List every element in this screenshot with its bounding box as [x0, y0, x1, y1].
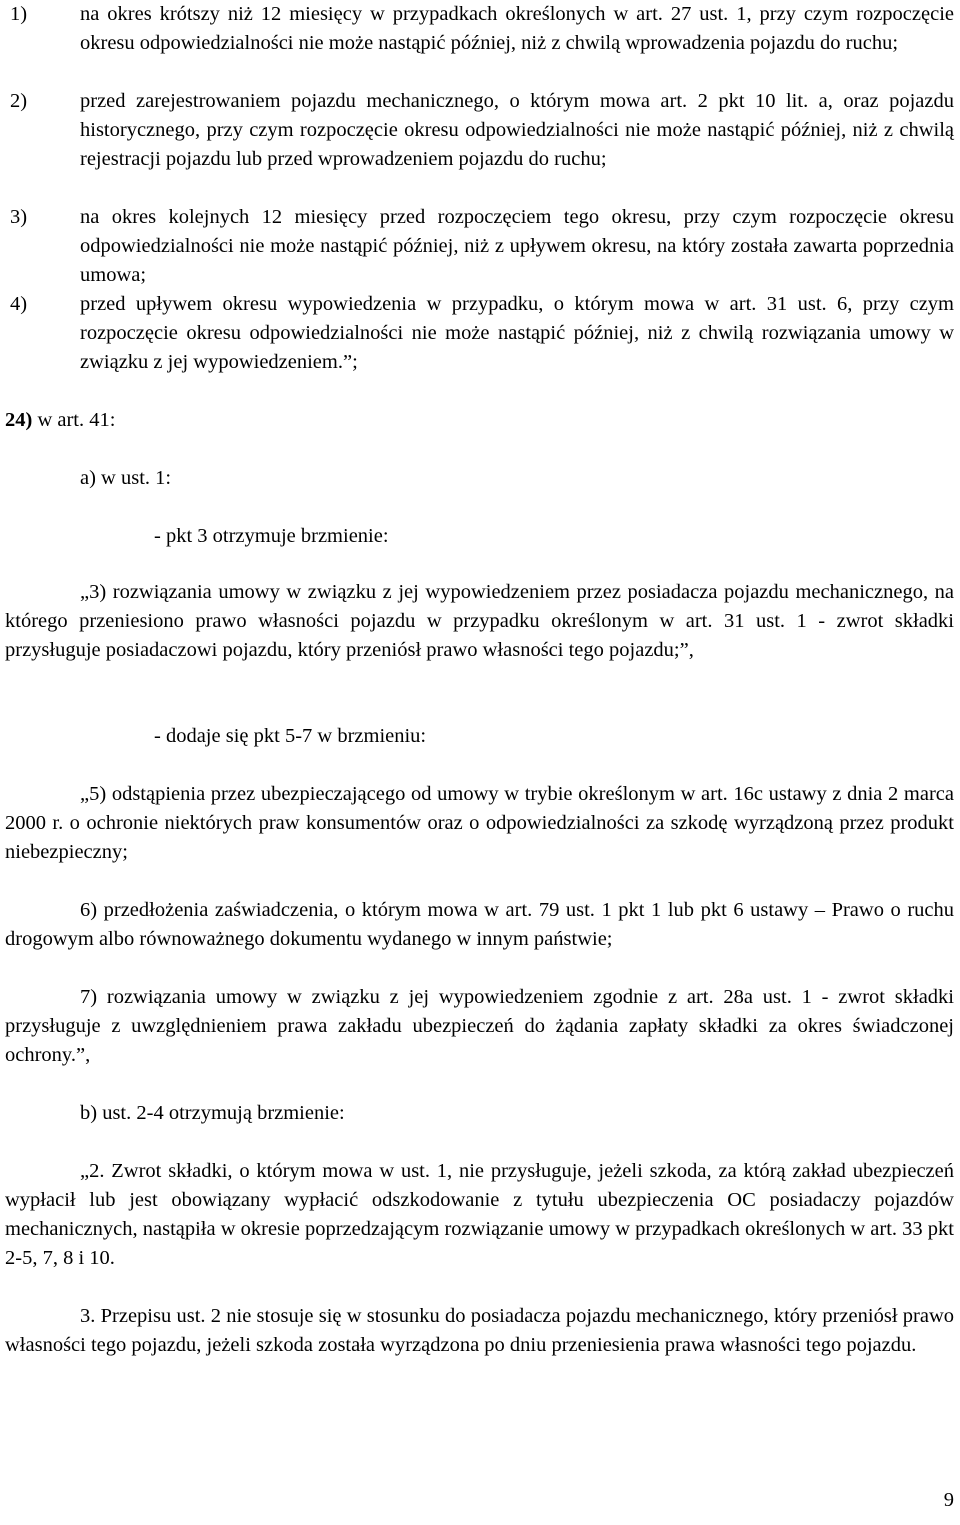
amendment-instruction-2: - dodaje się pkt 5-7 w brzmieniu: [154, 725, 427, 747]
amendment-instruction-1: - pkt 3 otrzymuje brzmienie: [154, 525, 389, 547]
point-24-number: 24) [5, 409, 33, 431]
paragraph-ust-3: 3. Przepisu ust. 2 nie stosuje się w stosunku do posiadacza pojazdu mechanicznego, który przeniósł prawo własności tego pojazdu, jeżeli szkoda została wyrządzona po dniu przeniesienia prawa własności tego pojazdu. [5, 1305, 954, 1356]
list-item-text: na okres kolejnych 12 miesięcy przed rozpoczęciem tego okresu, przy czym rozpoczęcie okresu odpowiedzialności nie może nastąpić później, niż z upływem okresu, na który została zawarta poprzednia umowa; [80, 206, 954, 286]
list-item-4 [5, 290, 954, 377]
paragraph-pkt-6: 6) przedłożenia zaświadczenia, o którym mowa w art. 79 ust. 1 pkt 1 lub pkt 6 ustawy – Prawo o ruchu drogowym albo równoważnego dokumentu wydanego w innym państwie; [5, 899, 954, 950]
point-24-heading [5, 406, 954, 435]
subpoint-a: a) w ust. 1: [80, 467, 172, 489]
paragraph-ust-2: „2. Zwrot składki, o którym mowa w ust. 1, nie przysługuje, jeżeli szkoda, za którą zakład ubezpieczeń wypłacił lub jest obowiązany wypłacić odszkodowanie z tytułu ubezpieczenia OC posiadaczy pojazdów mechanicznych, nastąpiła w okresie poprzedzającym rozwiązanie umowy w przypadkach określonych w art. 33 pkt 2-5, 7, 8 i 10. [5, 1160, 954, 1269]
point-24-text: w art. 41: [32, 409, 116, 431]
list-item-text: przed upływem okresu wypowiedzenia w przypadku, o którym mowa w art. 31 ust. 6, przy czym rozpoczęcie okresu odpowiedzialności nie może nastąpić później, niż z chwilą rozwiązania umowy w związku z jej wypowiedzeniem.”; [80, 293, 954, 373]
list-item-number: 1) [10, 3, 28, 25]
list-item-number: 4) [10, 293, 28, 315]
list-item-number: 3) [10, 206, 28, 228]
list-item-text: na okres krótszy niż 12 miesięcy w przypadkach określonych w art. 27 ust. 1, przy czym rozpoczęcie okresu odpowiedzialności nie może nastąpić później, niż z chwilą wprowadzenia pojazdu do ruchu; [80, 3, 954, 54]
paragraph-pkt-7: 7) rozwiązania umowy w związku z jej wypowiedzeniem zgodnie z art. 28a ust. 1 - zwrot składki przysługuje z uwzględnieniem prawa zakładu ubezpieczeń do żądania zapłaty składki za okres świadczonej ochrony.”, [5, 986, 954, 1066]
paragraph-pkt-3: „3) rozwiązania umowy w związku z jej wypowiedzeniem przez posiadacza pojazdu mechanicznego, na którego przeniesiono prawo własności pojazdu w przypadku określonym w art. 31 ust. 1 - zwrot składki przysługuje posiadaczowi pojazdu, który przeniósł prawo własności tego pojazdu;”, [5, 581, 954, 661]
list-item-1 [5, 0, 954, 58]
page-number: 9 [943, 1489, 954, 1511]
list-item-text: przed zarejestrowaniem pojazdu mechanicznego, o którym mowa art. 2 pkt 10 lit. a, oraz pojazdu historycznego, przy czym rozpoczęcie okresu odpowiedzialności nie może nastąpić później, niż z chwilą rejestracji pojazdu lub przed wprowadzeniem pojazdu do ruchu; [80, 90, 954, 170]
list-item-2 [5, 87, 954, 174]
list-item-number: 2) [10, 90, 28, 112]
paragraph-pkt-5: „5) odstąpienia przez ubezpieczającego od umowy w trybie określonym w art. 16c ustawy z dnia 2 marca 2000 r. o ochronie niektórych praw konsumentów oraz o odpowiedzialności za szkodę wyrządzoną przez produkt niebezpieczny; [5, 783, 954, 863]
list-item-3 [5, 203, 954, 290]
subpoint-b: b) ust. 2-4 otrzymują brzmienie: [80, 1102, 345, 1124]
